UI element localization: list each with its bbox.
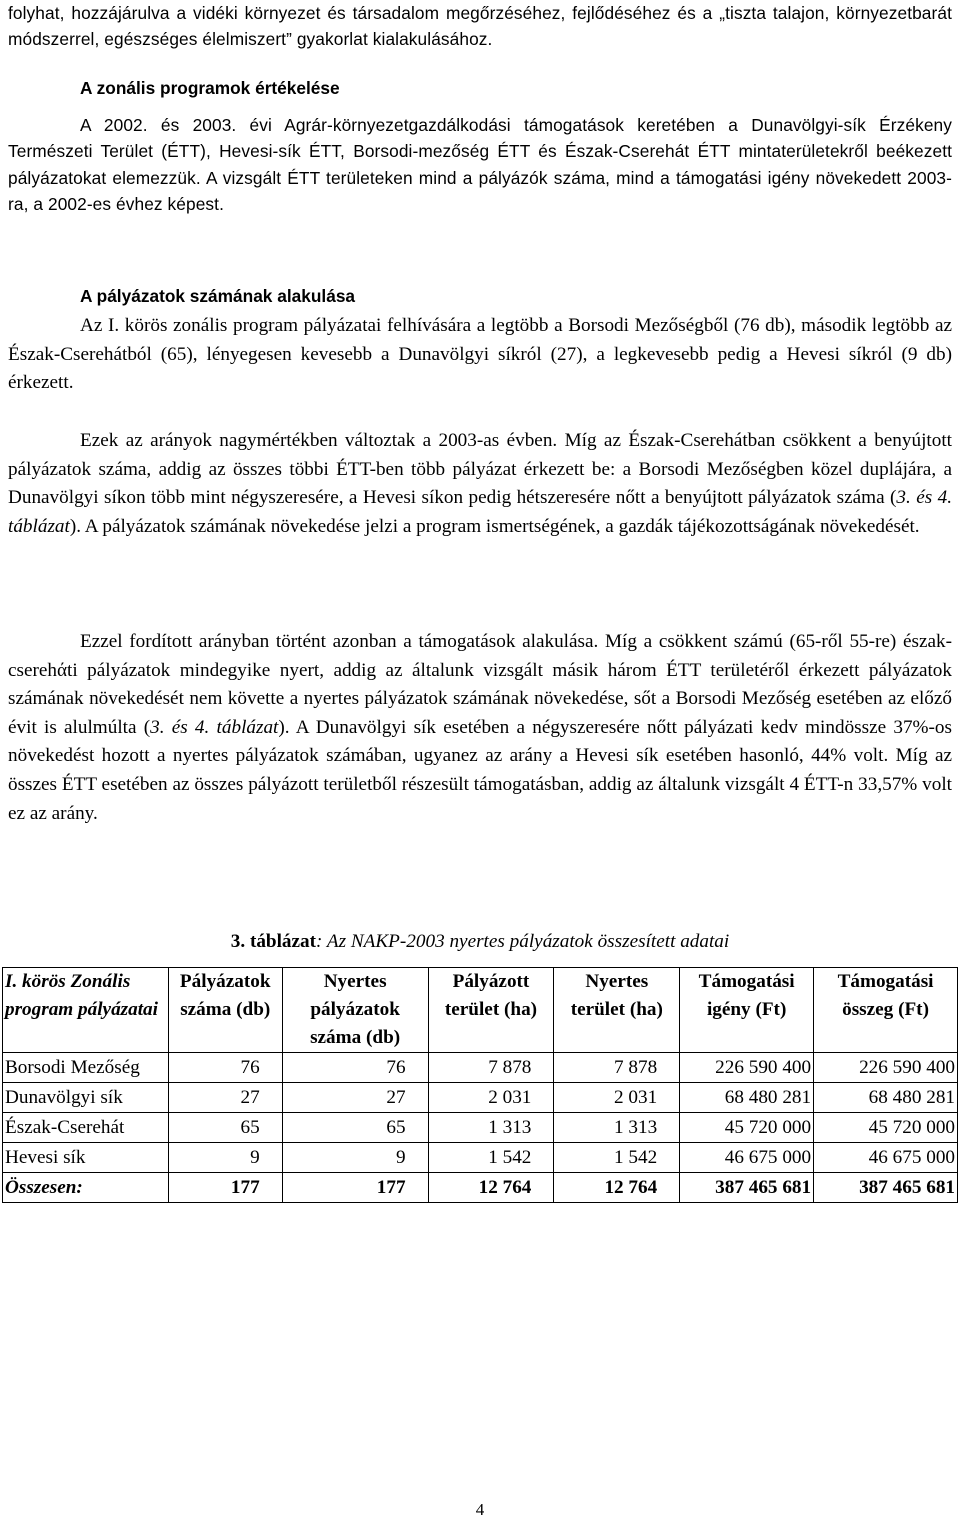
section2-paragraph-1: Az I. körös zonális program pályázatai felhívására a legtöbb a Borsodi Mezőségből (76 db), második legtöbb az Észak-Cserehátból (65), lényegesen kevesebb a Dunavölgyi síkról (27), a legkevesebb pedig a Hevesi síkról (9 db) érkezett.	[8, 315, 952, 394]
table-cell: 68 480 281	[680, 1083, 814, 1113]
table-cell-name: Észak-Cserehát	[3, 1113, 169, 1143]
table-cell: 76	[168, 1053, 282, 1083]
table-cell: 9	[282, 1143, 428, 1173]
table-cell: 1 542	[554, 1143, 680, 1173]
table-cell-name: Hevesi sík	[3, 1143, 169, 1173]
table-row	[3, 1083, 958, 1113]
table-cell: 65	[168, 1113, 282, 1143]
table-cell: 76	[282, 1053, 428, 1083]
table-cell: 2 031	[428, 1083, 554, 1113]
table-cell: 177	[168, 1173, 282, 1203]
table-row	[3, 1113, 958, 1143]
table-header-cell: Pályázatok száma (db)	[168, 968, 282, 1053]
table-row	[3, 1143, 958, 1173]
section2-paragraph-3: Ezzel fordított arányban történt azonban a támogatások alakulása. Míg a csökkent számú (65-ről 55-re) észak-cserehάti pályázatok mindegyike nyert, addig az általunk vizsgált másik három ÉTT területéről érkezett pályázatok számának növekedését nem követte a nyertes pályázatok számának növekedése, sőt a Borsodi Mezőség esetében az előző évit is alulmúlta (3. és 4. táblázat). A Dunavölgyi sík esetében a négyszeresére nőtt pályázati kedv mindössze 37%-os növekedést hozott a nyertes pályázatok számában, ugyanez az arány a Hevesi sík esetében hasonló, 44% volt. Míg az összes ÉTT esetében az összes pályázott területből részesült támogatásban, addig az általunk vizsgált 4 ÉTT-n 33,57% volt ez az arány.	[8, 631, 952, 824]
table-cell: 7 878	[428, 1053, 554, 1083]
table-cell: 7 878	[554, 1053, 680, 1083]
table-cell: 226 590 400	[814, 1053, 958, 1083]
table-cell: 387 465 681	[814, 1173, 958, 1203]
table-cell: 45 720 000	[680, 1113, 814, 1143]
table-cell: 2 031	[554, 1083, 680, 1113]
table-row	[3, 1053, 958, 1083]
section1-paragraph: A 2002. és 2003. évi Agrár-környezetgazdálkodási támogatások keretében a Dunavölgyi-sík Érzékeny Természeti Terület (ÉTT), Hevesi-sík ÉTT, Borsodi-mezőség ÉTT és Észak-Cserehát ÉTT mintaterületekről beékezett pályázatokat elemezzük. A vizsgált ÉTT területeken mind a pályázók száma, mind a támogatási igény növekedett 2003-ra, a 2002-es évhez képest.	[8, 115, 952, 215]
table-cell: 27	[282, 1083, 428, 1113]
table-header-cell: Nyertes terület (ha)	[554, 968, 680, 1053]
table-cell: 177	[282, 1173, 428, 1203]
section2-paragraph-2: Ezek az arányok nagymértékben változtak a 2003-as évben. Míg az Észak-Cserehátban csökkent a benyújtott pályázatok száma, addig az összes többi ÉTT-ben több pályázat érkezett be: a Borsodi Mezőségben közel duplájára, a Dunavölgyi síkon több mint négyszeresére, a Hevesi síkon pedig hétszeresére nőtt a benyújtott pályázatok száma (3. és 4. táblázat). A pályázatok számának növekedése jelzi a program ismertségének, a gazdák tájékozottságának növekedését.	[8, 430, 952, 537]
table-header-row	[3, 968, 958, 1053]
summary-table	[2, 967, 958, 1203]
table-cell: 68 480 281	[814, 1083, 958, 1113]
section-title-evaluation: A zonális programok értékelése	[80, 78, 340, 98]
table-cell: 12 764	[428, 1173, 554, 1203]
table-cell-name: Dunavölgyi sík	[3, 1083, 169, 1113]
table-cell: 387 465 681	[680, 1173, 814, 1203]
table-cell-name: Összesen:	[3, 1173, 169, 1203]
table-cell: 1 542	[428, 1143, 554, 1173]
table-cell: 9	[168, 1143, 282, 1173]
table-caption: 3. táblázat: Az NAKP-2003 nyertes pályázatok összesített adatai	[230, 931, 730, 952]
table-reference: 3. és 4. táblázat	[150, 716, 279, 738]
table-cell: 27	[168, 1083, 282, 1113]
table-header-cell: Nyertes pályázatok száma (db)	[282, 968, 428, 1053]
intro-paragraph: folyhat, hozzájárulva a vidéki környezet és társadalom megőrzéséhez, fejlődéséhez és a „tiszta talajon, környezetbarát módszerrel, egészséges élelmiszert” gyakorlat kialakulásához.	[8, 3, 952, 50]
table-cell: 45 720 000	[814, 1113, 958, 1143]
table-cell: 46 675 000	[814, 1143, 958, 1173]
table-header-cell: Támogatási összeg (Ft)	[814, 968, 958, 1053]
table-header-cell: Pályázott terület (ha)	[428, 968, 554, 1053]
table-cell: 12 764	[554, 1173, 680, 1203]
table-cell: 1 313	[554, 1113, 680, 1143]
table-cell: 65	[282, 1113, 428, 1143]
table-cell: 226 590 400	[680, 1053, 814, 1083]
table-reference: 3. és 4. táblázat	[8, 487, 952, 537]
table-header-cell: Támogatási igény (Ft)	[680, 968, 814, 1053]
page-number: 4	[475, 1500, 485, 1519]
table-cell: 46 675 000	[680, 1143, 814, 1173]
table-total-row	[3, 1173, 958, 1203]
table-cell-name: Borsodi Mezőség	[3, 1053, 169, 1083]
section-title-applications: A pályázatok számának alakulása	[80, 286, 356, 306]
table-header-cell: I. körös Zonális program pályázatai	[3, 968, 169, 1053]
table-cell: 1 313	[428, 1113, 554, 1143]
